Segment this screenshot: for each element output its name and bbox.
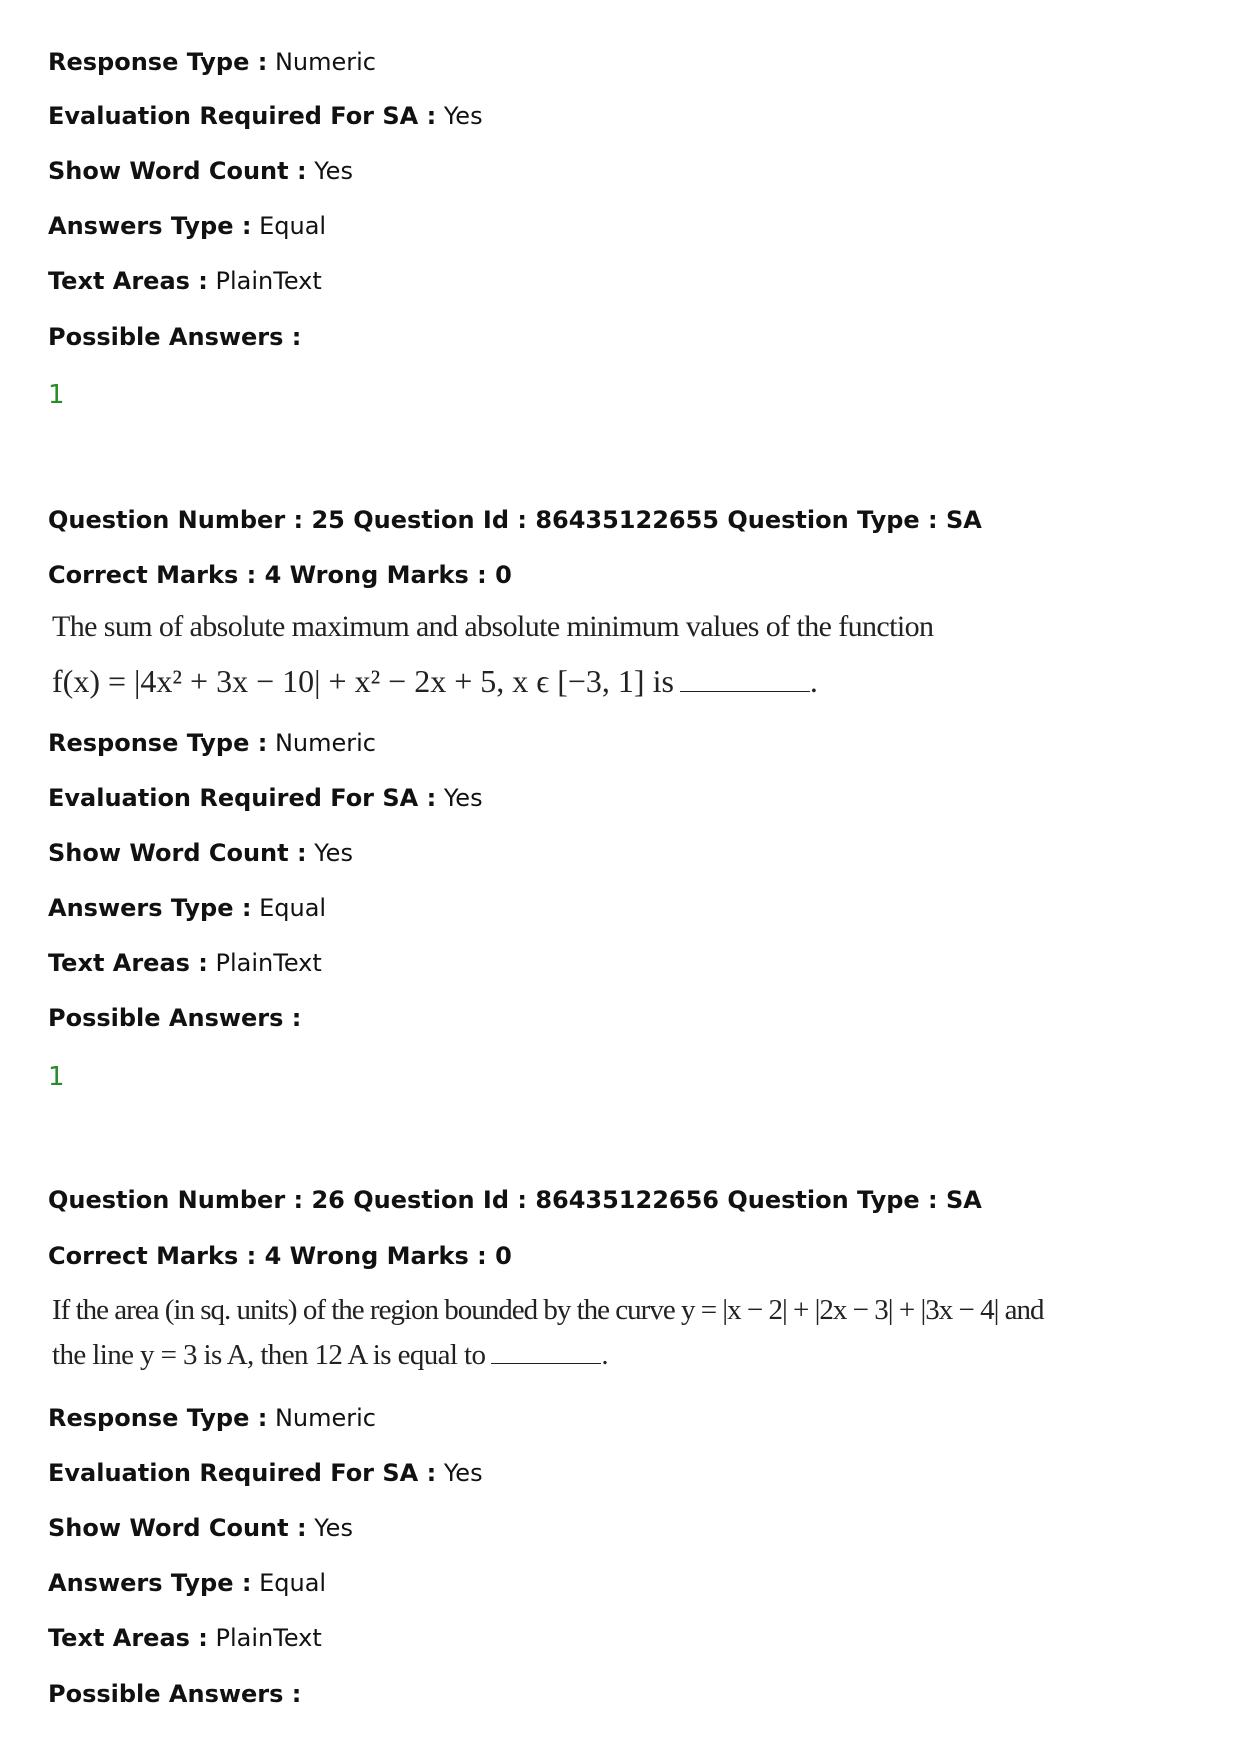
answer-blank (680, 691, 810, 692)
question-text-line-1: If the area (in sq. units) of the region bounded by the curve y = |x − 2| + |2x − 3| + |3x − 4| and (52, 1294, 1044, 1326)
response-type-row (48, 728, 376, 758)
question-header-text: Question Number : 25 Question Id : 86435122655 Question Type : SA (48, 506, 982, 534)
field-label: Show Word Count : (48, 157, 307, 185)
field-value: Yes (443, 1459, 483, 1487)
field-label: Text Areas : (48, 949, 208, 977)
field-value: Yes (314, 1514, 353, 1542)
field-label: Answers Type : (48, 212, 252, 240)
possible-answer-value: 1 (48, 1062, 65, 1092)
field-label: Answers Type : (48, 894, 252, 922)
show-word-count-row (48, 838, 353, 868)
field-label: Response Type : (48, 48, 268, 76)
evaluation-required-row (48, 1458, 483, 1488)
text-areas-row (48, 266, 322, 296)
question-marks (48, 560, 512, 590)
field-value: Numeric (274, 729, 376, 757)
field-label: Response Type : (48, 1404, 268, 1432)
answers-type-row (48, 211, 326, 241)
field-value: Equal (259, 1569, 327, 1597)
question-text-line-2: f(x) = |4x² + 3x − 10| + x² − 2x + 5, x ϵ [−3, 1] is . (52, 663, 818, 699)
question-formula: f(x) = |4x² + 3x − 10| + x² − 2x + 5, x ϵ [−3, 1] is (52, 663, 674, 699)
evaluation-required-row (48, 101, 483, 131)
text-areas-row (48, 948, 322, 978)
field-value: Yes (314, 157, 353, 185)
field-label: Show Word Count : (48, 1514, 307, 1542)
answer-blank (491, 1363, 601, 1364)
field-label: Response Type : (48, 729, 268, 757)
field-label: Possible Answers : (48, 323, 302, 351)
field-label: Text Areas : (48, 267, 208, 295)
show-word-count-row (48, 1513, 353, 1543)
question-text-line-1: The sum of absolute maximum and absolute minimum values of the function (52, 610, 934, 643)
show-word-count-row (48, 156, 353, 186)
field-value: Yes (443, 784, 483, 812)
question-marks (48, 1241, 512, 1271)
field-value: PlainText (215, 1624, 322, 1652)
response-type-row (48, 1403, 376, 1433)
answers-type-row (48, 1568, 326, 1598)
field-label: Evaluation Required For SA : (48, 102, 437, 130)
field-label: Possible Answers : (48, 1680, 302, 1708)
question-marks-text: Correct Marks : 4 Wrong Marks : 0 (48, 561, 512, 589)
field-value: PlainText (215, 267, 322, 295)
field-label: Text Areas : (48, 1624, 208, 1652)
question-header (48, 1185, 982, 1215)
possible-answer-value: 1 (48, 380, 65, 410)
field-value: Yes (443, 102, 483, 130)
response-type-row (48, 47, 376, 77)
field-label: Evaluation Required For SA : (48, 1459, 437, 1487)
possible-answers-row (48, 1003, 301, 1033)
field-label: Show Word Count : (48, 839, 307, 867)
field-value: PlainText (215, 949, 322, 977)
field-value: Numeric (274, 48, 376, 76)
field-value: Numeric (274, 1404, 376, 1432)
field-value: Yes (314, 839, 353, 867)
field-value: Equal (259, 212, 327, 240)
question-text-content: the line y = 3 is A, then 12 A is equal to (52, 1339, 486, 1371)
possible-answers-row (48, 1679, 301, 1709)
question-header-text: Question Number : 26 Question Id : 86435122656 Question Type : SA (48, 1186, 982, 1214)
field-label: Answers Type : (48, 1569, 252, 1597)
field-value: Equal (259, 894, 327, 922)
question-header (48, 505, 982, 535)
text-areas-row (48, 1623, 322, 1653)
question-marks-text: Correct Marks : 4 Wrong Marks : 0 (48, 1242, 512, 1270)
question-text-line-2: the line y = 3 is A, then 12 A is equal to . (52, 1339, 609, 1371)
possible-answers-row (48, 322, 301, 352)
answers-type-row (48, 893, 326, 923)
field-label: Possible Answers : (48, 1004, 302, 1032)
field-label: Evaluation Required For SA : (48, 784, 437, 812)
evaluation-required-row (48, 783, 483, 813)
